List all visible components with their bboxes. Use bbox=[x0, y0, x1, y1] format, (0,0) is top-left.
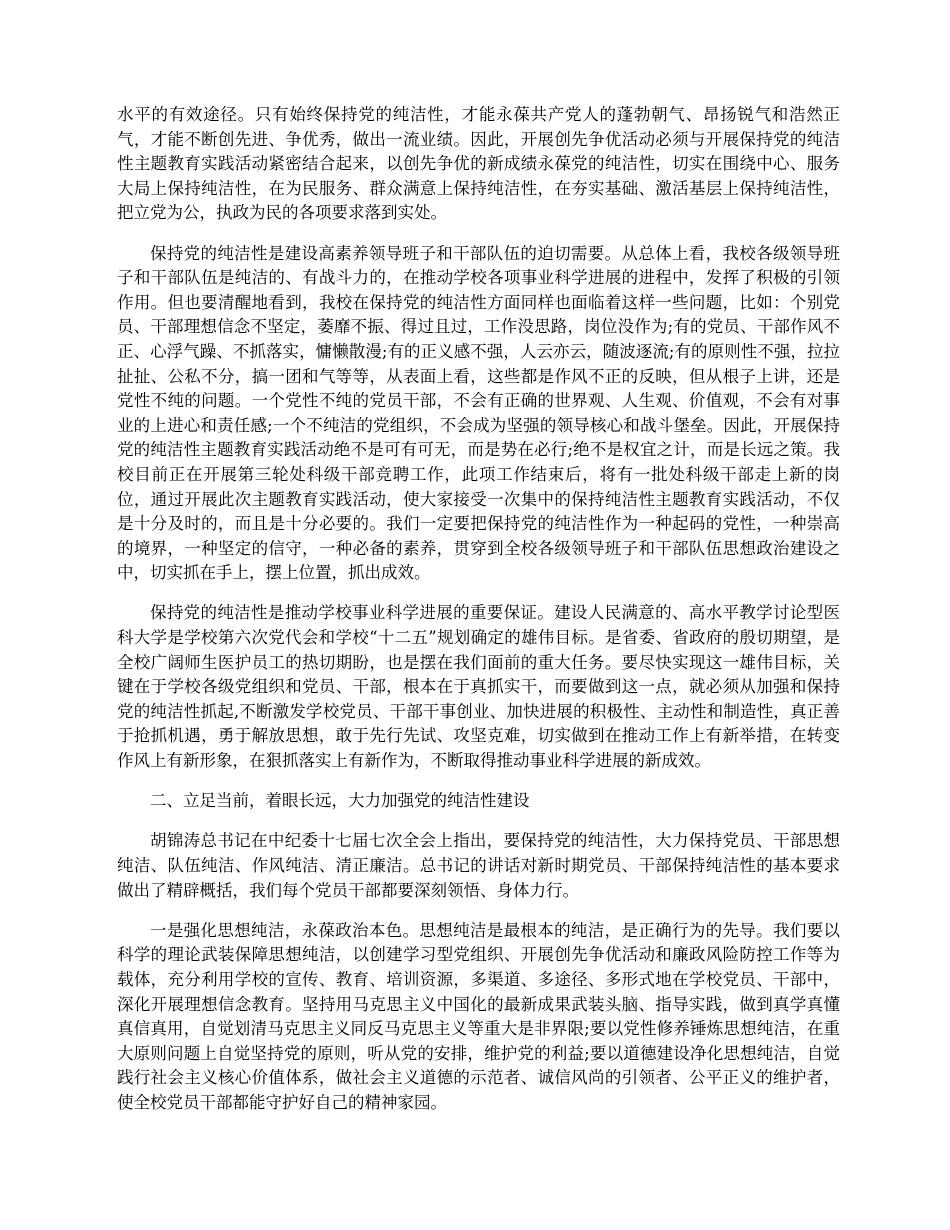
section-heading-2: 二、立足当前，着眼长远，大力加强党的纯洁性建设 bbox=[150, 791, 530, 811]
paragraph-leadership-need: 保持党的纯洁性是建设高素养领导班子和干部队伍的迫切需要。从总体上看，我校各级领导班子和干部队伍是纯洁的、有战斗力的，在推动学校各项事业科学进展的进程中，发挥了积极的引领作用。但也要清醒地看到，我校在保持党的纯洁性方面同样也面临着这样一些问题，比如：个别党员、干部理想信念不坚定，萎靡不振、得过且过，工作没思路，岗位没作为;有的党员、干部作风不正、心浮气躁、不抓落实，慵懒散漫;有的正义感不强，人云亦云，随波逐流;有的原则性不强，拉拉扯扯、公私不分，搞一团和气等等，从表面上看，这些都是作风不正的反映，但从根子上讲，还是党性不纯的问题。一个党性不纯的党员干部，不会有正确的世界观、人生观、价值观，不会有对事业的上进心和责任感;一个不纯洁的党组织，不会成为坚强的领导核心和战斗堡垒。因此，开展保持党的纯洁性主题教育实践活动绝不是可有可无，而是势在必行;绝不是权宜之计，而是长远之策。我校目前正在开展第三轮处科级干部竞聘工作，此项工作结束后，将有一批处科级干部走上新的岗位，通过开展此次主题教育实践活动，使大家接受一次集中的保持纯洁性主题教育实践活动，不仅是十分及时的，而且是十分必要的。我们一定要把保持党的纯洁性作为一种起码的党性，一种崇高的境界，一种坚定的信守，一种必备的素养，贯穿到全校各级领导班子和干部队伍思想政治建设之中，切实抓在手上，摆上位置，抓出成效。 bbox=[117, 243, 840, 583]
paragraph-ideological-purity: 一是强化思想纯洁，永葆政治本色。思想纯洁是最根本的纯洁，是正确行为的先导。我们要以科学的理论武装保障思想纯洁，以创建学习型党组织、开展创先争优活动和廉政风险防控工作等为载体，充分利用学校的宣传、教育、培训资源，多渠道、多途径、多形式地在学校党员、干部中，深化开展理想信念教育。坚持用马克思主义中国化的最新成果武装头脑、指导实践，做到真学真懂真信真用，自觉划清马克思主义同反马克思主义等重大是非界限;要以党性修养锤炼思想纯洁，在重大原则问题上自觉坚持党的原则，听从党的安排，维护党的利益;要以道德建设净化思想纯洁，自觉践行社会主义核心价值体系，做社会主义道德的示范者、诚信风尚的引领者、公平正义的维护者，使全校党员干部都能守护好自己的精神家园。 bbox=[117, 920, 840, 1112]
document-body bbox=[117, 103, 840, 1131]
paragraph-continuation: 水平的有效途径。只有始终保持党的纯洁性，才能永葆共产党人的蓬勃朝气、昂扬锐气和浩然正气，才能不断创先进、争优秀，做出一流业绩。因此，开展创先争优活动必须与开展保持党的纯洁性主题教育实践活动紧密结合起来，以创先争优的新成绩永葆党的纯洁性，切实在围绕中心、服务大局上保持纯洁性，在为民服务、群众满意上保持纯洁性，在夯实基础、激活基层上保持纯洁性，把立党为公，执政为民的各项要求落到实处。 bbox=[117, 105, 840, 223]
paragraph-hu-jintao-speech: 胡锦涛总书记在中纪委十七届七次全会上指出，要保持党的纯洁性，大力保持党员、干部思想纯洁、队伍纯洁、作风纯洁、清正廉洁。总书记的讲话对新时期党员、干部保持纯洁性的基本要求做出了精辟概括，我们每个党员干部都要深刻领悟、身体力行。 bbox=[117, 831, 840, 900]
paragraph-development-guarantee: 保持党的纯洁性是推动学校事业科学进展的重要保证。建设人民满意的、高水平教学讨论型医科大学是学校第六次党代会和学校“十二五”规划确定的雄伟目标。是省委、省政府的殷切期望，是全校广阔师生医护员工的热切期盼，也是摆在我们面前的重大任务。要尽快实现这一雄伟目标，关键在于学校各级党组织和党员、干部，根本在于真抓实干，而要做到这一点，就必须从加强和保持党的纯洁性抓起,不断激发学校党员、干部干事创业、加快进展的积极性、主动性和制造性，真正善于抢抓机遇，勇于解放思想，敢于先行先试、攻坚克难，切实做到在推动工作上有新举措，在转变作风上有新形象，在狠抓落实上有新作为，不断取得推动事业科学进展的新成效。 bbox=[117, 603, 840, 771]
